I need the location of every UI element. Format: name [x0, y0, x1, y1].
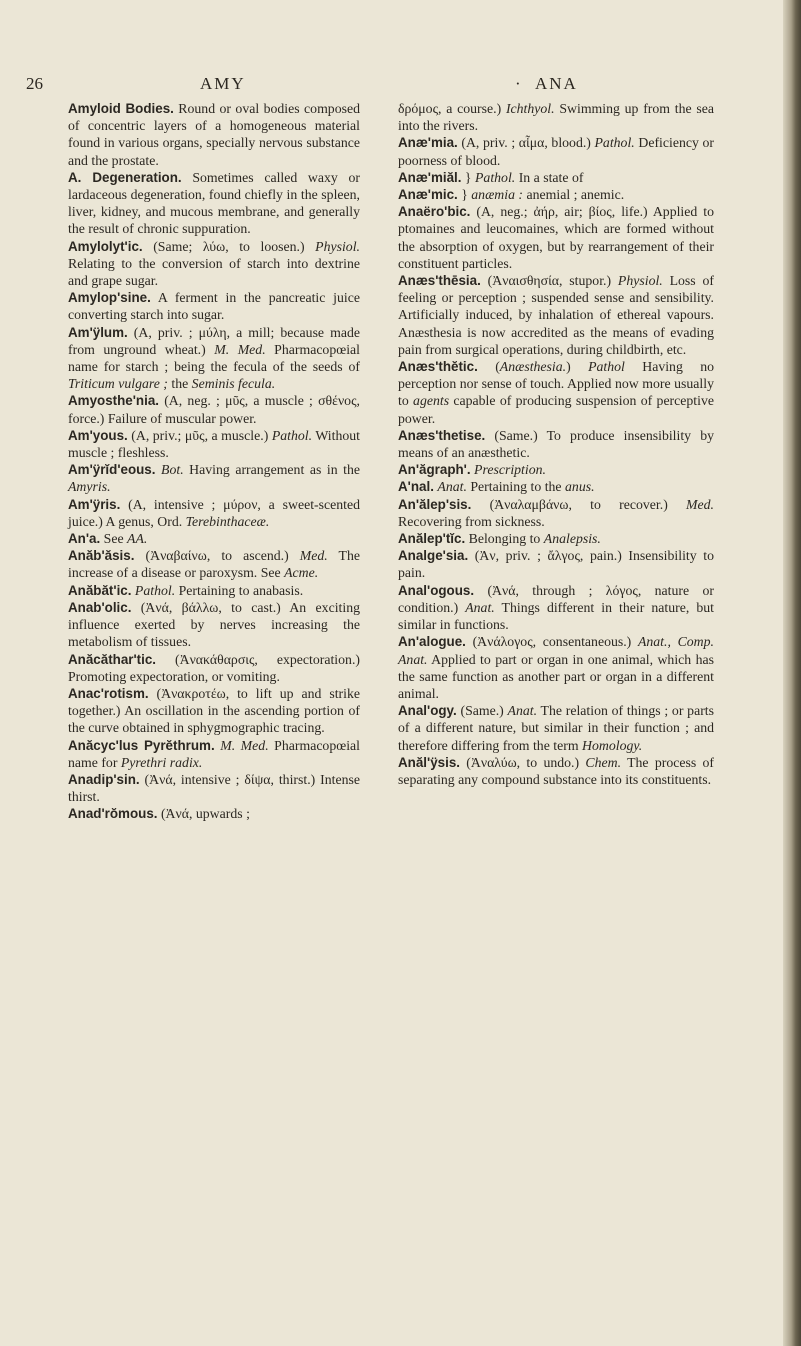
- entry-text: (Same.): [456, 703, 508, 719]
- entry-italic-text: AA.: [127, 531, 148, 547]
- dictionary-entry: [68, 685, 360, 737]
- dictionary-entry: [68, 651, 360, 685]
- dictionary-entry: [398, 186, 714, 203]
- entry-italic-text: Ichthyol.: [505, 101, 555, 116]
- entry-text: (A, priv. ; αἷμα, blood.): [457, 135, 595, 151]
- entry-italic-text: Pathol.: [134, 582, 176, 598]
- entry-headword: Anadip'sin.: [68, 771, 140, 787]
- entry-text: The process of separating any compound substance into its constituents.: [398, 754, 715, 787]
- dictionary-entry: [398, 702, 714, 754]
- entry-italic-text: Prescription.: [474, 462, 546, 478]
- entry-text: Belonging to: [465, 531, 544, 547]
- entry-headword: Anab'olic.: [68, 599, 132, 615]
- entry-headword: Amyosthe'nia.: [68, 393, 159, 409]
- entry-text: ): [566, 359, 589, 375]
- dictionary-entry: [68, 169, 360, 238]
- entry-headword: Anæs'thēsia.: [398, 273, 481, 289]
- entry-headword: Anăcyc'lus Pyrĕthrum.: [68, 737, 215, 753]
- right-column: [398, 100, 714, 788]
- entry-headword: Anac'rotism.: [68, 685, 149, 701]
- entry-headword: An'alogue.: [398, 634, 466, 650]
- entry-text: Round or oval bodies composed of concentric layers of a homogeneous material found in various organs, specially nervous substance and the prostate.: [68, 101, 360, 168]
- entry-text: Things different in their nature, but similar in functions.: [398, 599, 715, 633]
- dictionary-entry: [68, 496, 360, 530]
- entry-headword: Anæ'mic.: [398, 187, 458, 203]
- entry-headword: Anal'ogous.: [398, 582, 475, 598]
- entry-text: Pharmacopœial name for starch ; being the fecula of the seeds of: [68, 341, 360, 375]
- entry-headword: Am'ÿrĭd'eous.: [68, 462, 156, 478]
- entry-text: Swimming up from the sea into the rivers.: [398, 101, 715, 134]
- dictionary-entry: [68, 771, 360, 805]
- entry-text: (Ἀνάλογος, consentaneous.): [465, 634, 638, 650]
- entry-text: (Ἀνά, βάλλω, to cast.) An exciting influence exerted by nerves increasing the metabolism of tissues.: [68, 599, 360, 650]
- dictionary-entry: [68, 461, 360, 495]
- entry-text: Recovering from sickness.: [398, 513, 545, 529]
- dictionary-entry: [398, 754, 714, 788]
- dictionary-entry: [68, 599, 360, 651]
- entry-text: A ferment in the pancreatic juice converting starch into sugar.: [68, 290, 360, 323]
- dictionary-entry: [398, 169, 714, 186]
- entry-headword: An'ălep'sis.: [398, 496, 472, 512]
- entry-text: Relating to the conversion of starch into dextrine and grape sugar.: [68, 255, 360, 289]
- dictionary-entry: [398, 203, 714, 272]
- dictionary-entry: [398, 582, 714, 634]
- entry-text: capable of producing suspension of perceptive power.: [398, 393, 714, 426]
- entry-text: (A, priv.; μῦς, a muscle.): [127, 427, 272, 443]
- page-number: 26: [26, 74, 43, 93]
- entry-text: }: [457, 187, 472, 203]
- header-separator: ·: [515, 74, 523, 93]
- entry-italic-text: Terebinthaceæ.: [185, 513, 270, 529]
- entry-headword: Anaëro'bic.: [398, 204, 471, 220]
- entry-headword: Am'ÿris.: [68, 496, 121, 512]
- entry-italic-text: Bot.: [161, 462, 184, 478]
- entry-italic-text: M. Med.: [214, 341, 266, 357]
- dictionary-entry: [398, 530, 714, 547]
- entry-italic-text: Triticum vulgare ;: [68, 376, 168, 392]
- dictionary-entry: [398, 100, 714, 134]
- dictionary-entry: [68, 805, 360, 822]
- entry-italic-text: Med.: [686, 496, 714, 512]
- entry-headword: Anæs'thetise.: [398, 427, 486, 443]
- entry-headword: An'ăgraph'.: [398, 462, 471, 478]
- dictionary-entry: [398, 427, 714, 461]
- entry-italic-text: Anat., Comp. Anat.: [398, 634, 714, 667]
- entry-italic-text: agents: [413, 393, 450, 409]
- entry-text: Pharmacopœial name for: [68, 737, 360, 770]
- entry-text: (Ἀνά, upwards ;: [157, 806, 250, 822]
- entry-italic-text: Physiol.: [617, 273, 663, 289]
- entry-headword: Anăbăt'ic.: [68, 582, 132, 598]
- running-header: [0, 74, 801, 98]
- entry-text: (A, neg.; ἀήρ, air; βίος, life.) Applied to ptomaines and leucomaines, which are formed without the absorption of oxygen, but by rearrangement of their constituent particles.: [398, 204, 714, 271]
- entry-headword: Amylolyt'ic.: [68, 238, 143, 254]
- entry-text: See: [100, 531, 128, 547]
- entry-headword: Am'ÿlum.: [68, 324, 128, 340]
- entry-text: Having arrangement as in the: [183, 462, 360, 478]
- entry-headword: Anæs'thĕtic.: [398, 359, 478, 375]
- entry-headword: Anæ'mia.: [398, 135, 458, 151]
- entry-text: Sometimes called waxy or lardaceous degeneration, found chiefly in the spleen, liver, kidney, and mucous membrane, and generally the result of chronic suppuration.: [68, 169, 360, 237]
- entry-text: (: [477, 359, 500, 375]
- entry-text: the: [167, 376, 192, 392]
- dictionary-entry: [68, 530, 360, 547]
- entry-text: Without muscle ; fleshless.: [68, 427, 361, 461]
- entry-italic-text: Seminis fecula.: [191, 376, 276, 392]
- entry-text: Deficiency or poorness of blood.: [398, 135, 714, 168]
- entry-text: (Ἀν, priv. ; ἄλγος, pain.) Insensibility to pain.: [398, 548, 714, 581]
- entry-text: (Same.) To produce insensibility by means of an anæsthetic.: [398, 427, 714, 461]
- entry-text: (Ἀναλαμβάνω, to recover.): [471, 496, 687, 512]
- dictionary-entry: [68, 238, 360, 290]
- entry-text: (A, priv. ; μύλη, a mill; because made from unground wheat.): [68, 324, 360, 357]
- entry-headword: Anăcăthar'tic.: [68, 651, 157, 667]
- entry-headword: An'a.: [68, 531, 101, 547]
- entry-headword: Anălep'tĭc.: [398, 531, 466, 547]
- dictionary-entry: [398, 496, 714, 530]
- entry-text: (A, intensive ; μύρον, a sweet-scented juice.) A genus, Ord.: [68, 496, 360, 529]
- dictionary-entry: [398, 461, 714, 478]
- entry-text: Pertaining to anabasis.: [175, 582, 304, 598]
- entry-headword: Amyloid Bodies.: [68, 101, 174, 116]
- entry-italic-text: Amyris.: [68, 479, 111, 495]
- entry-italic-text: Pathol.: [271, 427, 313, 443]
- page-edge-shadow: [783, 0, 801, 1346]
- dictionary-entry: [398, 547, 714, 581]
- entry-text: (Same; λύω, to loosen.): [142, 238, 316, 254]
- entry-text: Having no perception nor sense of touch. Applied now more usually to: [398, 359, 715, 409]
- header-right-guide-word: ANA: [535, 74, 578, 93]
- entry-text: Loss of feeling or perception ; suspended sense and sensibility. Artificially induced, by inhalation of ethereal vapours. Anæsthesia is now accredited as the means of evading pain from surgical operations, during childbirth, etc.: [398, 273, 714, 357]
- header-left-guide-word: AMY: [200, 74, 246, 93]
- entry-italic-text: Chem.: [585, 754, 622, 770]
- dictionary-entry: [68, 392, 360, 426]
- dictionary-entry: [398, 358, 714, 427]
- entry-text: Pertaining to the: [466, 479, 566, 495]
- entry-text: (Ἀνακάθαρσις, expectoration.) Promoting expectoration, or vomiting.: [68, 651, 360, 684]
- dictionary-entry: [68, 547, 360, 581]
- entry-italic-text: Anat.: [437, 479, 467, 495]
- entry-headword: A'nal.: [398, 479, 434, 495]
- entry-text: The increase of a disease or paroxysm. See: [68, 548, 360, 581]
- entry-italic-text: Anat.: [465, 599, 495, 615]
- entry-text: }: [461, 169, 475, 185]
- entry-italic-text: Anæsthesia.: [499, 359, 567, 375]
- dictionary-entry: [398, 633, 714, 702]
- entry-italic-text: Physiol.: [315, 238, 360, 254]
- dictionary-entry: [398, 134, 714, 168]
- entry-headword: Anæ'miăl.: [398, 169, 462, 185]
- entry-italic-text: Med.: [299, 548, 328, 564]
- entry-text: anemial ; anemic.: [523, 187, 625, 203]
- entry-headword: Anăb'ăsis.: [68, 548, 135, 564]
- entry-text: Applied to part or organ in one animal, which has the same function as another part or organ in a different animal.: [398, 651, 714, 701]
- dictionary-entry: [68, 324, 360, 393]
- entry-text: The relation of things ; or parts of a different nature, but similar in their function ; and therefore differing from the term: [398, 703, 714, 753]
- entry-text: (Ἀναλύω, to undo.): [459, 754, 586, 770]
- dictionary-entry: [398, 272, 714, 358]
- dictionary-entry: [398, 478, 714, 495]
- entry-italic-text: Pathol: [588, 359, 625, 375]
- entry-headword: Anăl'ÿsis.: [398, 754, 460, 770]
- entry-italic-text: Anat.: [507, 703, 538, 719]
- entry-text: (Ἀνά, through ; λόγος, nature or condition.): [398, 582, 714, 615]
- entry-italic-text: Pathol.: [594, 135, 635, 151]
- dictionary-entry: [68, 427, 360, 461]
- entry-text: (Ἀνακροτέω, to lift up and strike together.) An oscillation in the ascending portion of the curve obtained in sphygmographic tracing.: [68, 685, 360, 736]
- left-column: [68, 100, 360, 823]
- entry-headword: Anal'ogy.: [398, 703, 457, 719]
- entry-headword: A. Degeneration.: [68, 169, 182, 185]
- entry-text: (Ἀναβαίνω, to ascend.): [134, 548, 300, 564]
- dictionary-entry: [68, 100, 360, 169]
- entry-text: (Ἀναισθησία, stupor.): [480, 273, 618, 289]
- entry-italic-text: Acme.: [284, 565, 319, 581]
- entry-italic-text: Analepsis.: [543, 531, 601, 547]
- entry-italic-text: anæmia :: [471, 187, 524, 203]
- entry-headword: Anad'rŏmous.: [68, 806, 158, 822]
- dictionary-entry: [68, 737, 360, 771]
- entry-text: (Ἀνά, intensive ; δίψα, thirst.) Intense thirst.: [68, 771, 360, 805]
- entry-italic-text: anus.: [565, 479, 595, 495]
- dictionary-entry: [68, 582, 360, 599]
- entry-italic-text: Pathol.: [475, 169, 516, 185]
- entry-headword: Analge'sia.: [398, 548, 469, 564]
- entry-headword: Amylop'sine.: [68, 290, 151, 306]
- entry-italic-text: Homology.: [582, 737, 643, 753]
- entry-headword: Am'yous.: [68, 427, 128, 443]
- entry-text: (A, neg. ; μῦς, a muscle ; σθένος, force.) Failure of muscular power.: [68, 393, 360, 426]
- entry-text: In a state of: [515, 169, 584, 185]
- entry-italic-text: Pyrethri radix.: [120, 754, 203, 770]
- entry-text: δρόμος, a course.): [398, 101, 506, 116]
- entry-italic-text: M. Med.: [220, 737, 269, 753]
- dictionary-entry: [68, 289, 360, 323]
